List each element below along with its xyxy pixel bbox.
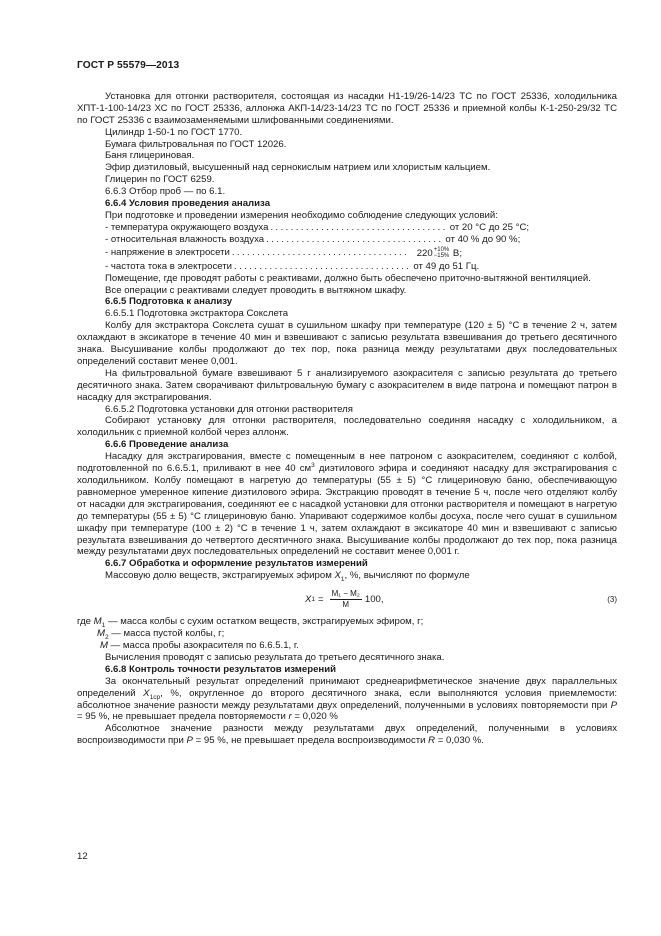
- formula-3: X 1 = $\frac{\text{M₁ − M₂}}{M}$ 100, (3): [305, 589, 617, 610]
- paragraph-cylinder: Цилиндр 1-50-1 по ГОСТ 1770.: [105, 126, 243, 138]
- section-heading-6-6-6: 6.6.6 Проведение анализа: [105, 439, 229, 451]
- formula-fraction: $\frac{\text{M₁ − M₂}}{M}$: [331, 589, 360, 610]
- section-heading-6-6-4: 6.6.4 Условия проведения анализа: [105, 198, 271, 210]
- conditions-list: [77, 221, 530, 273]
- paragraph-ventilation: Помещение, где проводят работы с реактивами, должно быть обеспечено приточно-вытяжной вентиляцией.: [105, 272, 591, 284]
- legend-m: M — масса пробы азокрасителя по 6.6.5.1, г.: [100, 639, 299, 651]
- document-page: [77, 60, 617, 747]
- paragraph-formula-intro: Массовую долю веществ, экстрагируемых эфиром $X_1$, %, вычисляют по формуле: [105, 570, 470, 584]
- paragraph-filter-paper: Бумага фильтровальная по ГОСТ 12026.: [105, 138, 287, 150]
- condition-frequency: - частота тока в электросети ................................... от 49 до 51 Гц.: [105, 260, 480, 272]
- paragraph-reproducibility: Абсолютное значение разности между результатами двух определений, полученными в условиях воспроизводимости при P = 95 %, не превышает предела воспроизводимости R = 0,030 %.: [77, 723, 617, 747]
- legend-m2: $M_2$ — масса пустой колбы, г;: [97, 628, 225, 641]
- paragraph-glycerin-bath: Баня глицериновая.: [105, 150, 195, 162]
- condition-temperature: - температура окружающего воздуха ................................... от 20 °С до 25 °С;: [105, 221, 530, 233]
- section-heading-6-6-8: 6.6.8 Контроль точности результатов измерений: [105, 663, 336, 675]
- paragraph-extraction: Насадку для экстрагирования, вместе с помещенным в нее патроном с азокрасителем, соединяют с колбой, подготовленной по 6.6.5.1, приливают в нее 40 $см^3$ диэтилового эфира и соединяют насадку для экстрагирования с холодильником. Колбу помещают в нагретую до температуры (55 ± 5) °С глицериновую баню, обеспечивающую равномерное умеренное кипение диэтилового эфира. Экстракцию проводят в течение 5 ч, после чего отделяют колбу от насадки для экстрагирования, соединяют ее с насадкой установки для отгонки растворителя и помещают в нагретую до температуры (55 ± 5) °С глицериновую баню. Упаривают содержимое колбы досуха, после чего сушат в сушильном шкафу при температуре (100 ± 2) °С в течение 1 ч, затем охлаждают в эксикаторе 40 мин и взвешивают с записью результата взвешивания до четвертого десятичного знака. Высушивание колбы продолжают до тех пор, пока разница между результатами двух последовательных определений не составит менее 0,001 г.: [77, 451, 617, 558]
- section-heading-6-6-7: 6.6.7 Обработка и оформление результатов измерений: [105, 558, 368, 570]
- paragraph-ether: Эфир диэтиловый, высушенный над сернокислым натрием или хлористым кальцием.: [105, 162, 491, 174]
- document-header: ГОСТ Р 55579—2013: [77, 60, 180, 71]
- condition-voltage: - напряжение в электросети ................................... 220+10% −15% В;: [105, 246, 462, 260]
- paragraph-conditions-intro: При подготовке и проведении измерения необходимо соблюдение следующих условий:: [105, 209, 498, 221]
- section-heading-6-6-5: 6.6.5 Подготовка к анализу: [105, 296, 233, 308]
- equation-number: (3): [607, 595, 617, 605]
- paragraph-flask-drying: Колбу для экстрактора Сокслета сушат в сушильном шкафу при температуре (120 ± 5) °С в течение 2 ч, затем охлаждают в эксикаторе в течение 40 мин и взвешивают с записью результата взвешивания до третьего десятичного знака. Высушивание колбы продолжают до тех пор, пока разница между результатами двух последовательных определений составит менее 0,001.: [77, 320, 617, 367]
- page-number: 12: [77, 851, 88, 862]
- voltage-tolerance: +10% −15%: [433, 246, 450, 260]
- paragraph-fume-hood: Все операции с реактивами следует проводить в вытяжном шкафу.: [105, 284, 407, 296]
- paragraph-sampling: 6.6.3 Отбор проб — по 6.1.: [105, 186, 226, 198]
- paragraph-assembly: Собирают установку для отгонки растворителя, последовательно соединяя насадку с холодильником, а холодильник с приемной колбой через аллонж.: [77, 415, 617, 439]
- paragraph-final-result: За окончательный результат определений принимают среднеарифметическое значение двух параллельных определений $X_{1ср}$, %, округленное до второго десятичного знака, если выполняются условия приемлемости: абсолютное значение разности между результатами двух определений, полученными в условиях повторяемости при P = 95 %, не превышает предела повторяемости r = 0,020 %: [77, 675, 617, 723]
- subsection-6-6-5-2: 6.6.5.2 Подготовка установки для отгонки растворителя: [105, 403, 353, 415]
- paragraph-sample-weighing: На фильтровальной бумаге взвешивают 5 г анализируемого азокрасителя с записью результата до третьего десятичного знака. Затем сворачивают фильтровальную бумагу с азокрасителем в виде патрона и помещают патрон в насадку для экстрагирования.: [77, 367, 617, 403]
- condition-humidity: - относительная влажность воздуха ................................... от 40 % до 90 %;: [105, 233, 521, 245]
- paragraph-calc-precision: Вычисления проводят с записью результата до третьего десятичного знака.: [105, 651, 445, 663]
- paragraph-glycerin: Глицерин по ГОСТ 6259.: [105, 174, 215, 186]
- paragraph-apparatus: Установка для отгонки растворителя, состоящая из насадки Н1-19/26-14/23 ТС по ГОСТ 25336, холодильника ХПТ-1-100-14/23 ХС по ГОСТ 25336, аллонжа АКП-14/23-14/23 ТС по ГОСТ 25336 и приемной колбы К-1-250-29/32 ТС по ГОСТ 25336 с взаимозаменяемыми шлифованными соединениями.: [77, 90, 617, 126]
- legend-m1: где $M_1$ — масса колбы с сухим остатком веществ, экстрагируемых эфиром, г;: [77, 616, 424, 630]
- subsection-6-6-5-1: 6.6.5.1 Подготовка экстрактора Сокслета: [105, 308, 289, 320]
